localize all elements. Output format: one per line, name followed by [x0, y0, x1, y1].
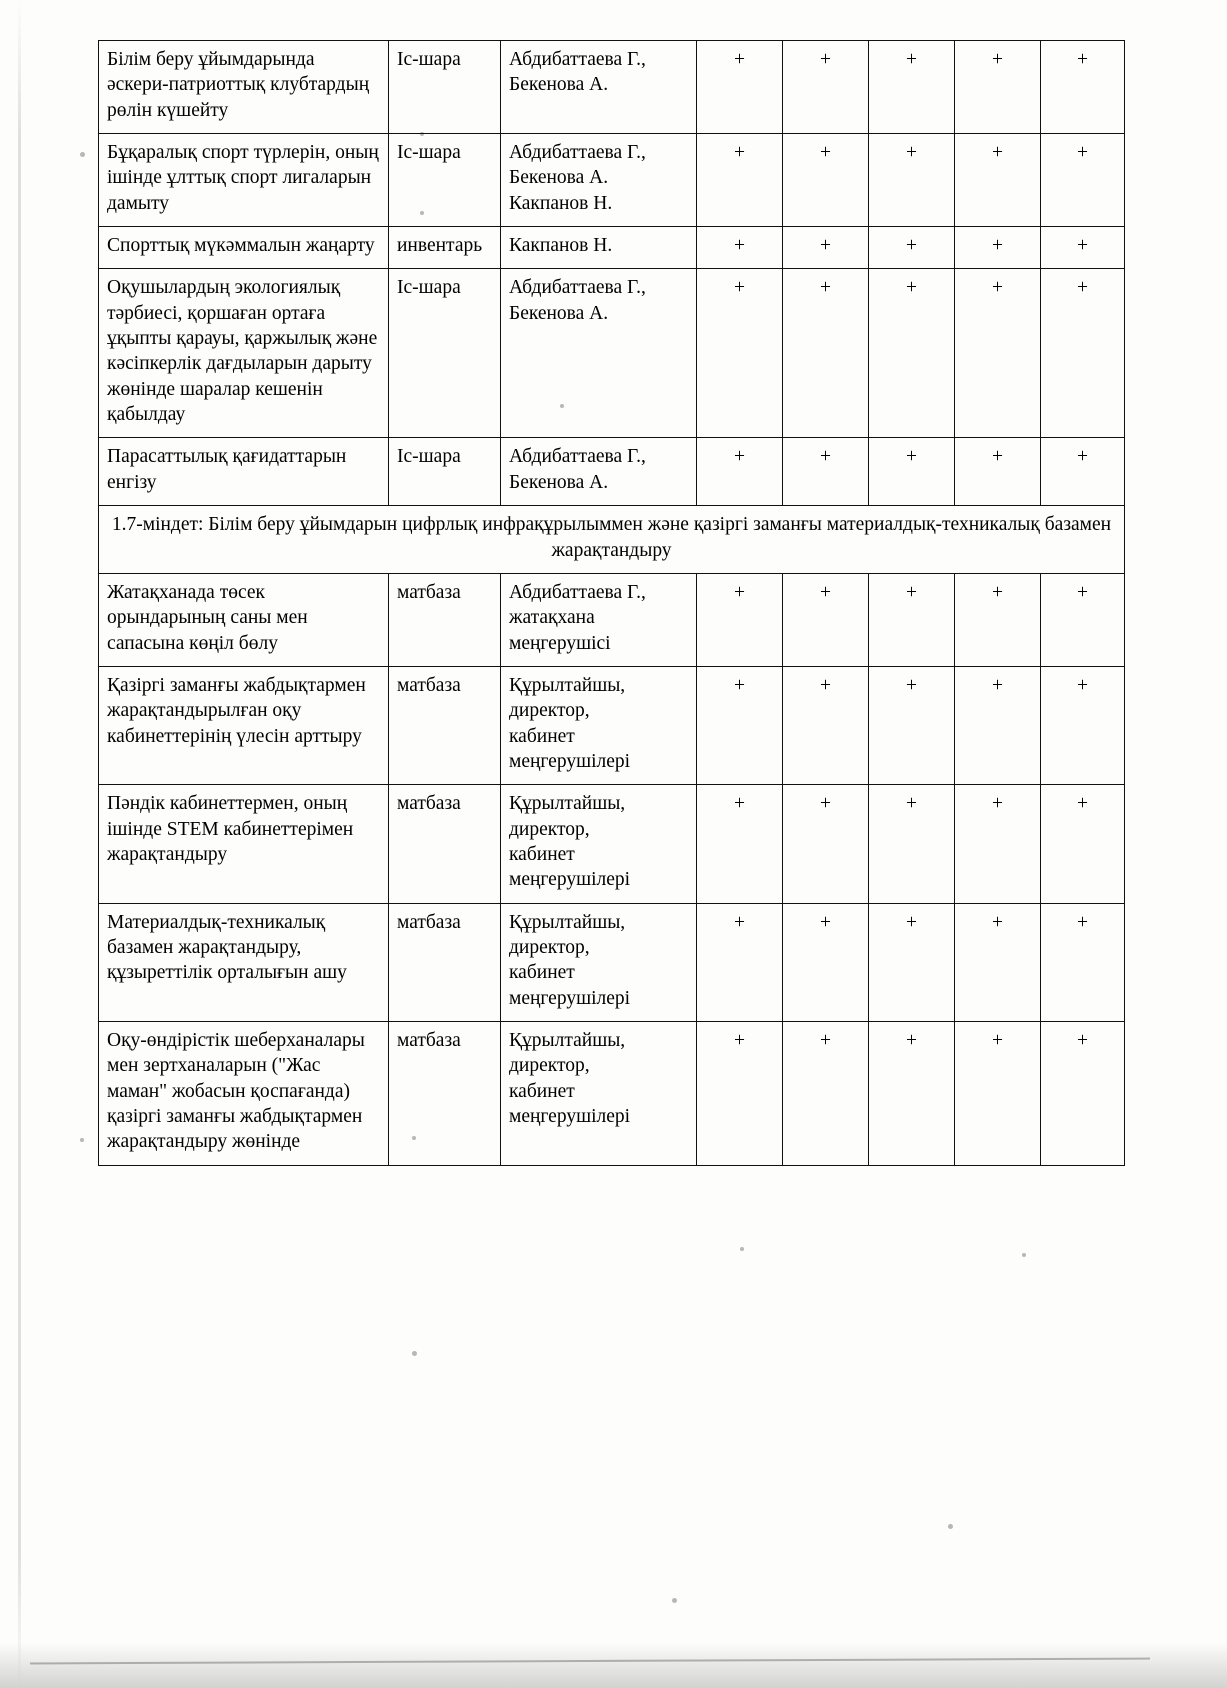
year-mark-cell: + [955, 134, 1041, 227]
year-mark-cell: + [955, 666, 1041, 784]
year-mark-cell: + [869, 134, 955, 227]
responsible-cell [501, 785, 697, 903]
scan-speck [80, 152, 85, 157]
table-row [99, 134, 1125, 227]
year-mark-cell: + [697, 134, 783, 227]
responsible-cell [501, 134, 697, 227]
type-cell: матбаза [389, 1022, 501, 1166]
responsible-line: меңгерушілері [509, 869, 631, 891]
year-mark-cell: + [869, 785, 955, 903]
year-mark-cell: + [955, 438, 1041, 506]
year-mark-cell: + [1041, 1022, 1125, 1166]
year-mark-cell: + [1041, 269, 1125, 438]
activity-cell: Жатақханада төсек орындарының саны мен сапасына көңіл бөлу [99, 573, 389, 666]
table-row [99, 1022, 1125, 1166]
responsible-line: Бекенова А. [509, 471, 609, 493]
responsible-cell [501, 438, 697, 506]
year-mark-cell: + [1041, 41, 1125, 134]
year-mark-cell: + [955, 41, 1041, 134]
responsible-line: кабинет [509, 725, 575, 747]
activity-cell: Пәндік кабинеттермен, оның ішінде STEM кабинеттерімен жарақтандыру [99, 785, 389, 903]
responsible-cell [501, 41, 697, 134]
responsible-line: Абдибаттаева Г., [509, 49, 646, 70]
responsible-line: кабинет [509, 1080, 575, 1102]
activity-cell: Спорттық мүкәммалын жаңарту [99, 227, 389, 269]
year-mark-cell: + [869, 41, 955, 134]
type-cell: матбаза [389, 666, 501, 784]
type-cell: Іс-шара [389, 134, 501, 227]
year-mark-cell: + [1041, 903, 1125, 1021]
page-bottom-shadow [0, 1642, 1227, 1688]
activity-cell: Парасаттылық қағидаттарын енгізу [99, 438, 389, 506]
responsible-line: Абдибаттаева Г., [509, 446, 646, 468]
year-mark-cell: + [783, 269, 869, 438]
activity-cell: Білім беру ұйымдарында әскери-патриоттық клубтардың рөлін күшейту [99, 41, 389, 134]
year-mark-cell: + [697, 41, 783, 134]
year-mark-cell: + [955, 1022, 1041, 1166]
activity-cell: Бұқаралық спорт түрлерін, оның ішінде ұлттық спорт лигаларын дамыту [99, 134, 389, 227]
scan-speck [80, 1138, 84, 1142]
type-cell: Іс-шара [389, 269, 501, 438]
year-mark-cell: + [955, 573, 1041, 666]
year-mark-cell: + [1041, 573, 1125, 666]
responsible-line: Құрылтайшы, [509, 1030, 626, 1051]
year-mark-cell: + [783, 785, 869, 903]
responsible-line: директор, [509, 1055, 590, 1077]
responsible-line: Какпанов Н. [509, 192, 613, 214]
year-mark-cell: + [697, 785, 783, 903]
responsible-line: Абдибаттаева Г., [509, 277, 646, 299]
year-mark-cell: + [783, 134, 869, 227]
year-mark-cell: + [1041, 438, 1125, 506]
year-mark-cell: + [697, 903, 783, 1021]
year-mark-cell: + [1041, 666, 1125, 784]
responsible-line: Бекенова А. [509, 74, 609, 96]
table-row [99, 41, 1125, 134]
responsible-cell [501, 269, 697, 438]
action-plan-table-wrapper [98, 40, 1124, 1166]
responsible-line: Бекенова А. [509, 167, 609, 189]
responsible-line: Құрылтайшы, [509, 674, 626, 696]
responsible-cell [501, 1022, 697, 1166]
responsible-line: Абдибаттаева Г., [509, 142, 646, 164]
scan-speck [412, 1351, 417, 1356]
year-mark-cell: + [869, 227, 955, 269]
table-row [99, 573, 1125, 666]
responsible-line: директор, [509, 818, 590, 840]
table-row [99, 269, 1125, 438]
table-row [99, 903, 1125, 1021]
responsible-line: меңгерушісі [509, 632, 611, 654]
year-mark-cell: + [783, 41, 869, 134]
type-cell: матбаза [389, 573, 501, 666]
year-mark-cell: + [1041, 785, 1125, 903]
responsible-line: меңгерушілері [509, 987, 631, 1009]
action-plan-table [98, 40, 1125, 1166]
year-mark-cell: + [869, 269, 955, 438]
type-cell: инвентарь [389, 227, 501, 269]
year-mark-cell: + [697, 438, 783, 506]
section-heading-row [99, 506, 1125, 574]
year-mark-cell: + [783, 666, 869, 784]
responsible-line: меңгерушілері [509, 750, 631, 772]
responsible-line: Абдибаттаева Г., [509, 581, 646, 603]
activity-cell: Оқушылардың экологиялық тәрбиесі, қоршаған ортаға ұқыпты қарауы, қаржылық және кәсіпкерлік дағдыларын дарыту жөнінде шаралар кешенін қабылдау [99, 269, 389, 438]
year-mark-cell: + [955, 227, 1041, 269]
scan-speck [740, 1247, 744, 1251]
responsible-line: директор, [509, 700, 590, 722]
year-mark-cell: + [783, 227, 869, 269]
year-mark-cell: + [697, 269, 783, 438]
responsible-line: директор, [509, 936, 590, 958]
responsible-cell [501, 573, 697, 666]
type-cell: матбаза [389, 785, 501, 903]
responsible-line: кабинет [509, 843, 575, 865]
year-mark-cell: + [955, 903, 1041, 1021]
year-mark-cell: + [869, 666, 955, 784]
year-mark-cell: + [783, 438, 869, 506]
activity-cell: Оқу-өндірістік шеберханалары мен зертханаларын ("Жас маман" жобасын қоспағанда) қазіргі заманғы жабдықтармен жарақтандыру жөнінде [99, 1022, 389, 1166]
year-mark-cell: + [783, 903, 869, 1021]
year-mark-cell: + [697, 227, 783, 269]
responsible-line: Құрылтайшы, [509, 911, 626, 933]
table-row [99, 438, 1125, 506]
table-row [99, 666, 1125, 784]
year-mark-cell: + [697, 666, 783, 784]
year-mark-cell: + [697, 573, 783, 666]
responsible-line: кабинет [509, 962, 575, 984]
year-mark-cell: + [955, 785, 1041, 903]
responsible-line: Құрылтайшы, [509, 793, 626, 815]
activity-cell: Материалдық-техникалық базамен жарақтандыру, құзыреттілік орталығын ашу [99, 903, 389, 1021]
scan-edge-artifact [18, 0, 21, 1688]
type-cell: Іс-шара [389, 438, 501, 506]
scan-speck [948, 1524, 953, 1529]
year-mark-cell: + [1041, 134, 1125, 227]
responsible-cell [501, 227, 697, 269]
responsible-line: Какпанов Н. [509, 235, 613, 257]
year-mark-cell: + [869, 573, 955, 666]
responsible-cell [501, 666, 697, 784]
year-mark-cell: + [783, 1022, 869, 1166]
activity-cell: Қазіргі заманғы жабдықтармен жарақтандырылған оқу кабинеттерінің үлесін арттыру [99, 666, 389, 784]
year-mark-cell: + [869, 903, 955, 1021]
type-cell: Іс-шара [389, 41, 501, 134]
table-row [99, 227, 1125, 269]
responsible-line: меңгерушілері [509, 1106, 631, 1128]
scan-speck [672, 1598, 677, 1603]
year-mark-cell: + [955, 269, 1041, 438]
responsible-line: Бекенова А. [509, 302, 609, 324]
year-mark-cell: + [783, 573, 869, 666]
type-cell: матбаза [389, 903, 501, 1021]
responsible-cell [501, 903, 697, 1021]
section-heading: 1.7-міндет: Білім беру ұйымдарын цифрлық инфрақұрылыммен және қазіргі заманғы материалдық-техникалық базамен жарақтандыру [99, 506, 1125, 574]
year-mark-cell: + [869, 438, 955, 506]
responsible-line: жатақхана [509, 607, 595, 629]
scan-speck [1022, 1253, 1026, 1257]
year-mark-cell: + [1041, 227, 1125, 269]
year-mark-cell: + [869, 1022, 955, 1166]
table-row [99, 785, 1125, 903]
year-mark-cell: + [697, 1022, 783, 1166]
